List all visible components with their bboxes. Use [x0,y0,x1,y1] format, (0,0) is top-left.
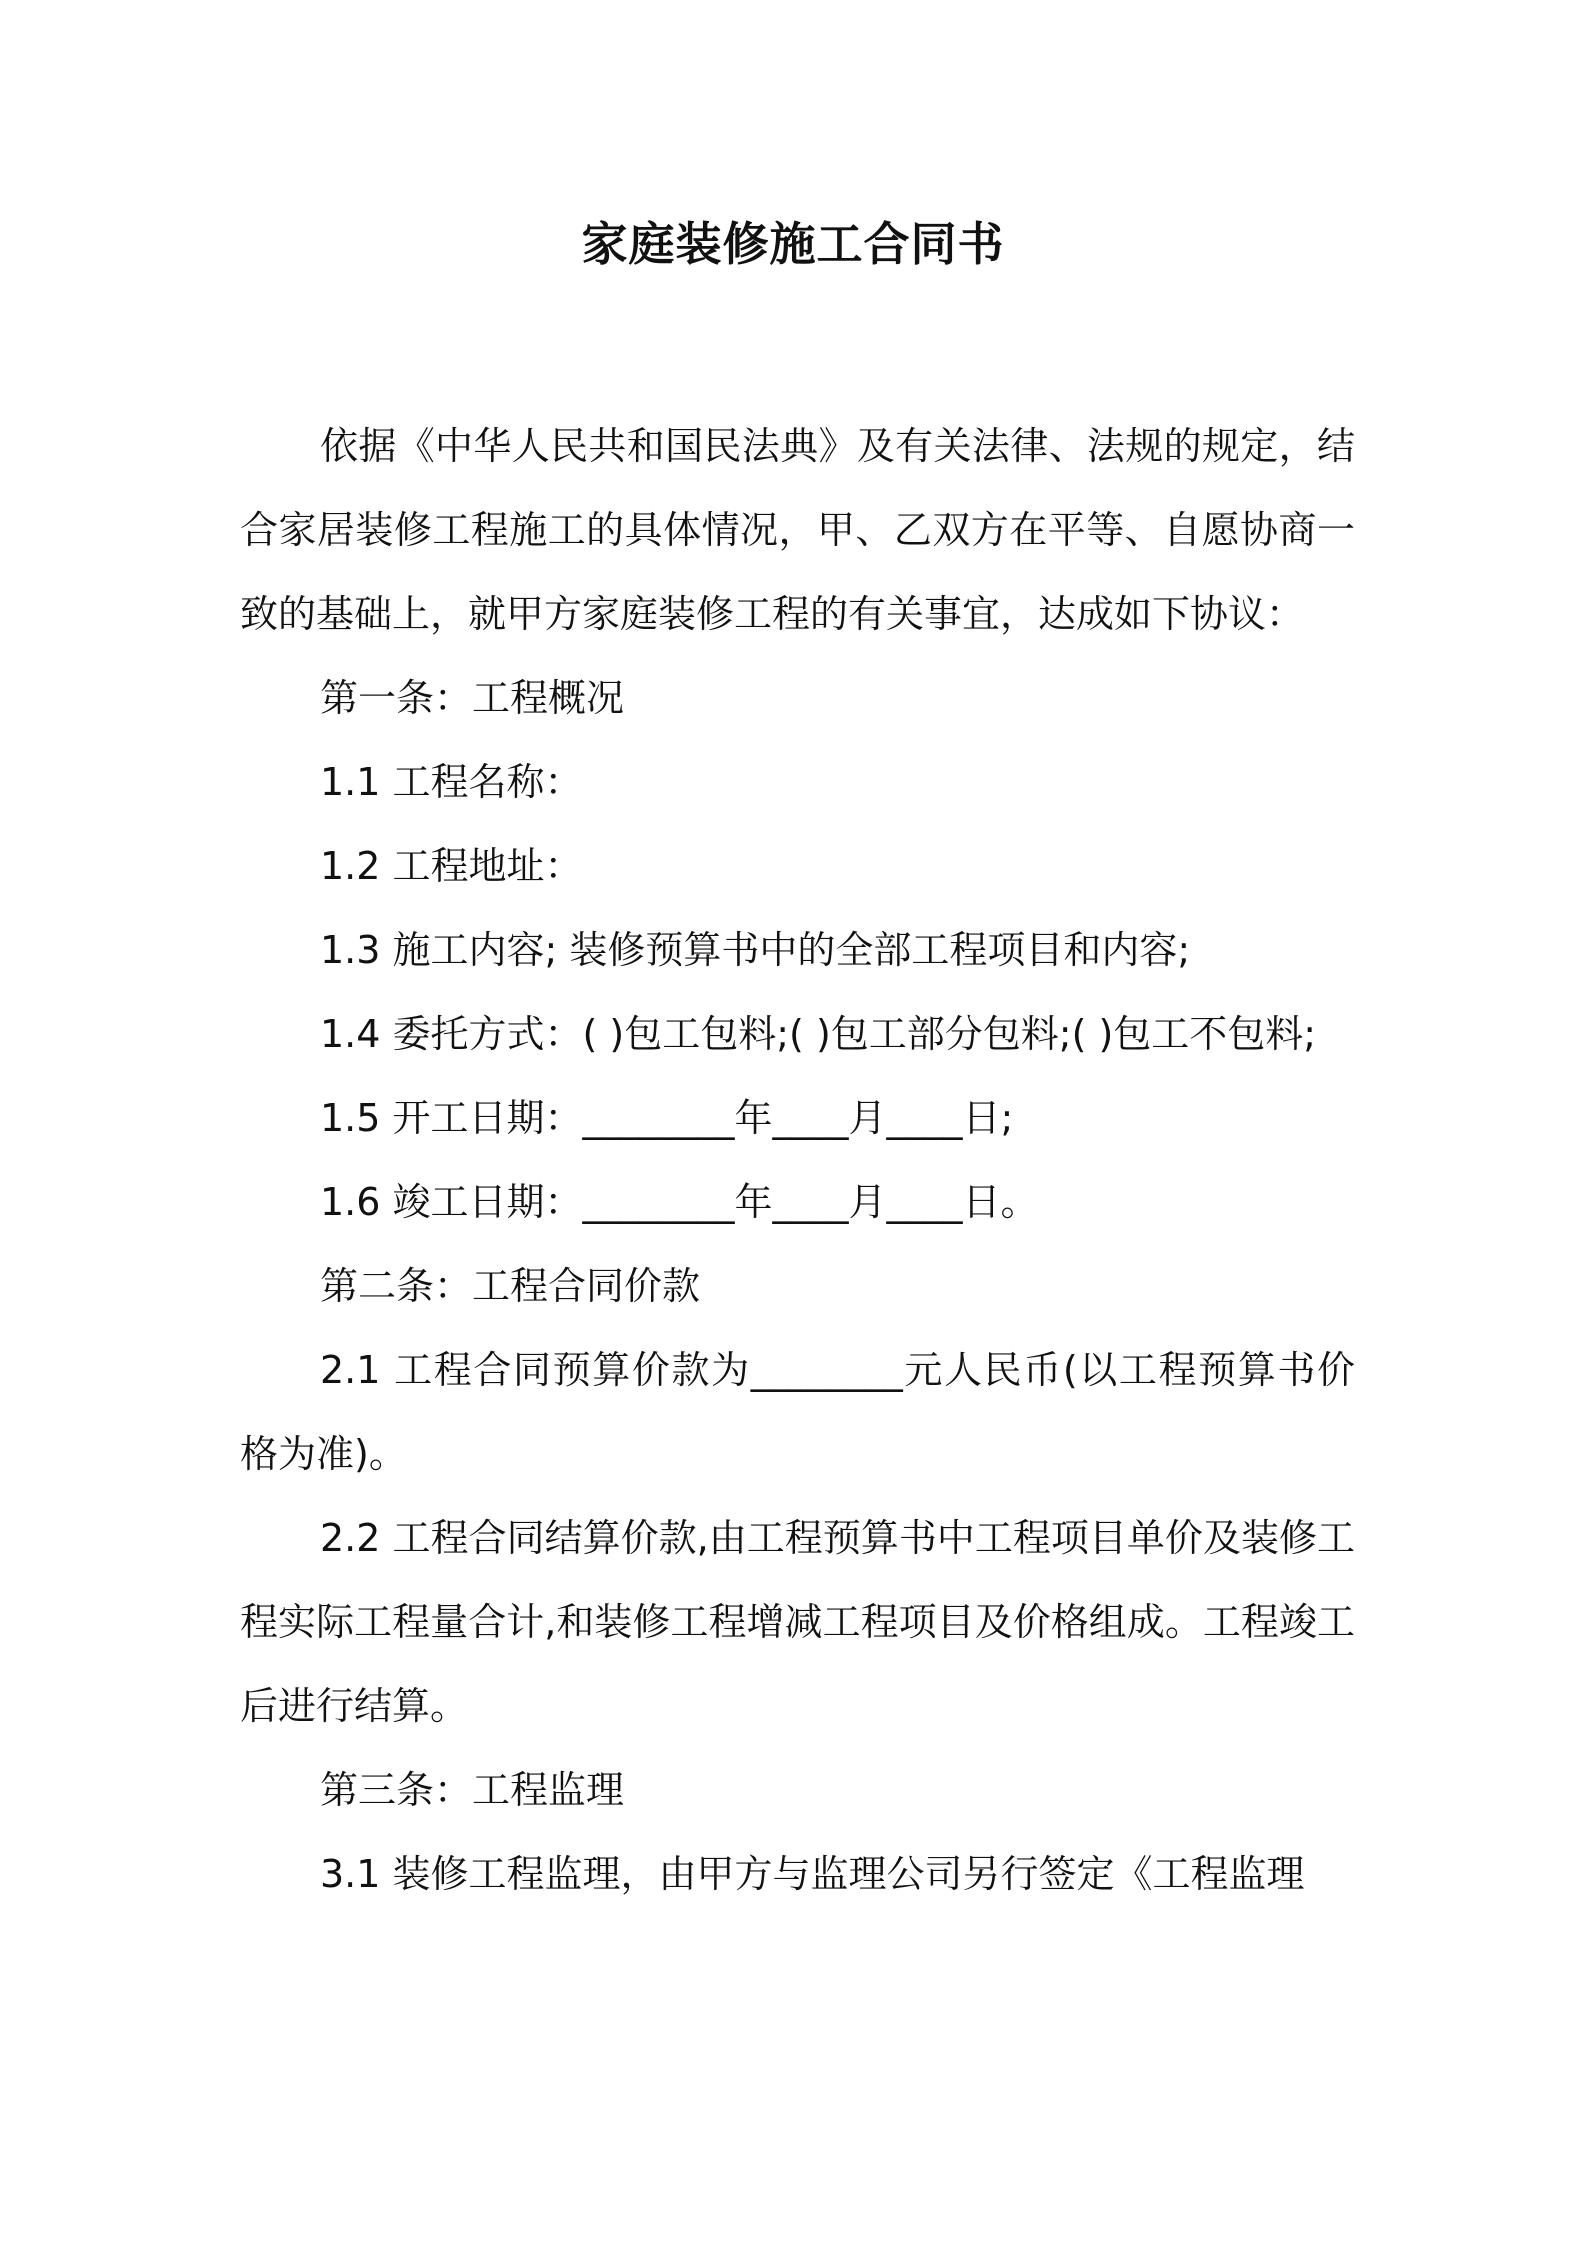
intro-paragraph: 依据《中华人民共和国民法典》及有关法律、法规的规定，结合家居装修工程施工的具体情况，甲、乙双方在平等、自愿协商一致的基础上，就甲方家庭装修工程的有关事宜，达成如下协议： [240,424,1355,636]
document-body [240,404,1355,1916]
clause-3-1: 3.1 装修工程监理，由甲方与监理公司另行签定《工程监理 [320,1852,1305,1896]
document-title: 家庭装修施工合同书 [581,217,1005,271]
clause-1-4: 1.4 委托方式：( )包工包料;( )包工部分包料;( )包工不包料; [320,1012,1317,1056]
clause-1-2: 1.2 工程地址： [320,844,583,888]
clause-2-1: 2.1 工程合同预算价款为________元人民币(以工程预算书价格为准)。 [240,1348,1355,1476]
clause-1-5: 1.5 开工日期：________年____月____日; [320,1096,1014,1140]
clause-1-6: 1.6 竣工日期：________年____月____日。 [320,1180,1039,1224]
clause-1-3: 1.3 施工内容; 装修预算书中的全部工程项目和内容; [320,928,1191,972]
article-2-heading: 第二条：工程合同价款 [320,1264,701,1308]
article-3-heading: 第三条：工程监理 [320,1768,625,1812]
article-1-heading: 第一条：工程概况 [320,676,625,720]
clause-1-1: 1.1 工程名称： [320,760,583,804]
clause-2-2: 2.2 工程合同结算价款,由工程预算书中工程项目单价及装修工程实际工程量合计,和装修工程增减工程项目及价格组成。工程竣工后进行结算。 [240,1516,1355,1728]
